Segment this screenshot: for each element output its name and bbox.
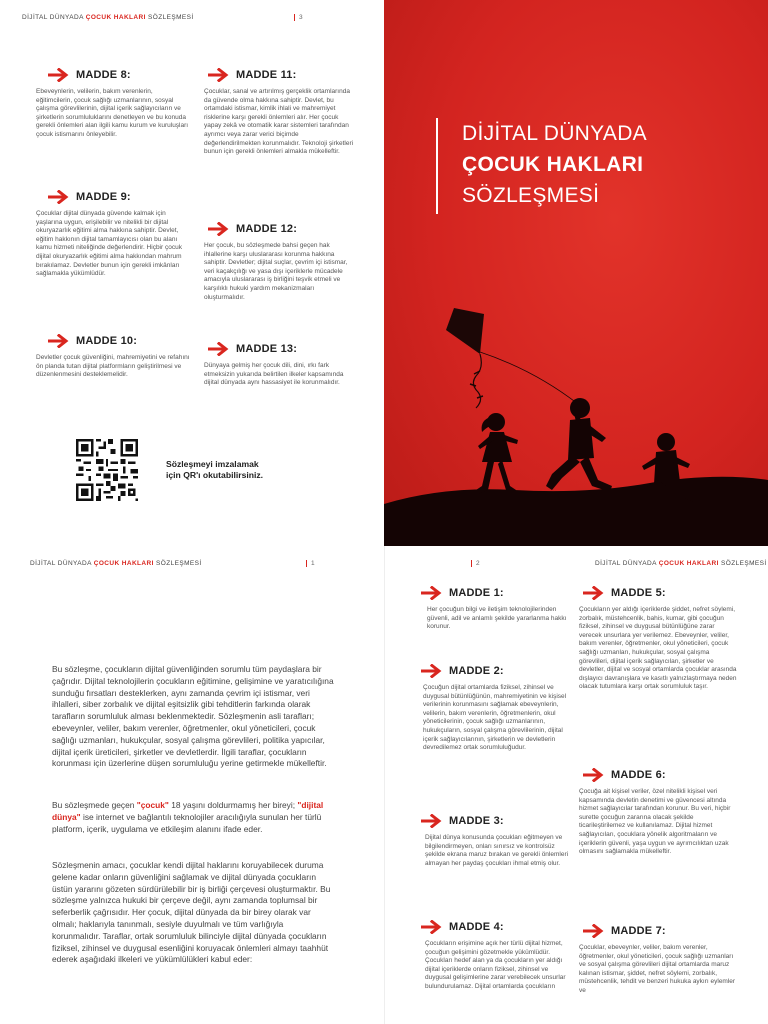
page-1 <box>0 546 384 1024</box>
arrow-right-icon <box>421 586 443 600</box>
article-2 <box>421 662 571 753</box>
kite-silhouette <box>446 308 578 408</box>
arrow-right-icon <box>208 68 230 82</box>
arrow-right-icon <box>48 334 70 348</box>
arrow-right-icon <box>208 342 230 356</box>
article-title: MADDE 11: <box>236 69 297 81</box>
article-title: MADDE 4: <box>449 921 504 933</box>
article-10 <box>36 332 190 380</box>
arrow-right-icon <box>421 664 443 678</box>
article-body: Çocukların erişimine açık her türlü dijital hizmet, çocuğun gelişimini gözetmekle yükümlüdür. Çocukları hedef alan ya da çocukların yer aldığı dijital içeriklerde onların fiziksel, zihinsel ve duygusal gelişimlerine zarar verebilecek unsurlar bulundurulamaz. Dijital ortamlarda çocukların <box>425 940 566 990</box>
running-header: DİJİTAL DÜNYADA ÇOCUK HAKLARI SÖZLEŞMESİ <box>30 560 202 567</box>
cover-title: DİJİTAL DÜNYADA ÇOCUK HAKLARI SÖZLEŞMESİ <box>462 122 647 207</box>
article-4 <box>421 918 571 992</box>
article-title: MADDE 12: <box>236 223 298 235</box>
article-11 <box>204 66 354 157</box>
article-body: Çocuklar dijital dünyada güvende kalmak için yaşlarına uygun, erişilebilir ve nitelikli bir dijital okuryazarlık eğitimi alma hakkına sahiptir. Devlet, eğitim hakkının dijital tamamlayıcısı olan bu alanı kamu hizmeti niteliğinde değerlendirir. Hiçbir çocuk dijital okuryazarlık eğitimi alma hakkından mahrum bırakılamaz. Devletler bunun için gerekli imkânları sağlamakla yükümlüdür. <box>36 210 182 278</box>
intro-paragraph-3: Sözleşmenin amacı, çocuklar kendi dijital haklarını koruyabilecek duruma gelene kadar onların güvenliğini sağlamak ve dijital dünyada çocukların üstün yararını gözeten sürdürülebilir bir iş birliği çerçevesi oluşturmaktır. Bu sözleşme yalnızca hukuki bir çerçeve değil, aynı zamanda toplumsal bir seferberlik çağrısıdır. Her çocuk, dijital dünyada da bir birey olarak var olmalı; haklarıyla tanınmalı, sesiyle duyulmalı ve tüm varlığıyla korunmalıdır. Taraflar, ortak sorumluluk bilinciyle dijital dünyada çocukların fiziksel, zihinsel ve duygusal esenliğini koruyacak önlemleri almayı taahhüt ederek aşağıdaki ilkeleri ve yükümlülükleri kabul eder: <box>52 860 331 965</box>
article-body: Çocukların yer aldığı içeriklerde şiddet, nefret söylemi, zorbalık, müstehcenlik, bahis, kumar, gibi çocuğun fiziksel, zihinsel ve duygusal bütünlüğüne zarar verecek unsurlara yer verilemez. Ebeveynler, veliler, bakım verenler, öğretmenler, okul yöneticileri, çocuk sağlığı uzmanları, hukukçular, sosyal çalışma görevlileri, dijital içerik sağlayıcıları, şirketler ve devletler, dijital ve sosyal ortamlarda çocuklar arasında dışlayıcı davranışlara ve kasıtlı yalnızlaştırmaya neden olacak tutumlara karşı ortak sorumluluk taşır. <box>579 606 737 691</box>
arrow-right-icon <box>583 768 605 782</box>
page-number: 2 <box>471 560 480 567</box>
page-number: 1 <box>306 560 315 567</box>
arrow-right-icon <box>208 222 230 236</box>
intro-paragraph-2: Bu sözleşmede geçen "çocuk" 18 yaşını doldurmamış her bireyi; "dijital dünya" ise internet ve bağlantılı teknolojiler aracılığıyla sunulan her türlü platform, içerik, uygulama ve etkileşim alanını ifade eder. <box>52 800 324 834</box>
article-title: MADDE 2: <box>449 665 504 677</box>
article-13 <box>204 340 354 388</box>
qr-code-icon[interactable] <box>76 439 138 501</box>
article-title: MADDE 9: <box>76 191 131 203</box>
intro-paragraph-1: Bu sözleşme, çocukların dijital güvenliğinden sorumlu tüm paydaşlara bir çağrıdır. Dijital teknolojilerin çocukların eğitimine, gelişimine ve yaratıcılığına sunduğu fırsatları desteklerken, aynı zamanda çevrim içi istismar, veri ihlalleri, siber zorbalık ve dijital eşitsizlik gibi tehditlerin farkında olarak tarafların sorumluluk alması beklenmektedir. Sözleşmenin asli tarafları; ebeveynler, veliler, bakım verenler, öğretmenler, okul yöneticileri, çocuk sağlığı uzmanları, hukukçular, sosyal çalışma görevlileri, politika yapıcılar, dijital içerik üreticileri, şirketler ve devletlerdir. İlgili taraflar, çocukların korunması için üzerlerine düşen sorumluluğu yerine getirmekle mükelleftir. <box>52 664 334 769</box>
article-body: Çocuğun dijital ortamlarda fiziksel, zihinsel ve duygusal bütünlüğünün, mahremiyetinin ve kişisel verilerinin korunmasını sağlamak ebeveynlerin, velilerin, bakım verenlerin, öğretmenlerin, okul yöneticilerinin, çocuk sağlığı uzmanlarının, hukukçuların, sosyal çalışma görevlilerinin, dijital içerik sağlayıcılarının, şirketlerin ve devletlerin devredilemez ortak sorumluluğudur. <box>423 684 567 752</box>
article-body: Dijital dünya konusunda çocukları eğitmeyen ve bilgilendirmeyen, onları sınırsız ve kontrolsüz şekilde ekrana maruz bırakan ve gerekli önlemleri almayan her paydaş çocukları ihmal etmiş olur. <box>425 834 569 867</box>
article-title: MADDE 5: <box>611 587 666 599</box>
article-title: MADDE 6: <box>611 769 666 781</box>
article-3 <box>421 812 571 868</box>
article-8 <box>36 66 190 140</box>
page-number: 3 <box>294 14 303 21</box>
article-title: MADDE 3: <box>449 815 504 827</box>
article-body: Çocuklar, sanal ve artırılmış gerçeklik ortamlarında da güvende olma hakkına sahiptir. Devlet, bu ortamdaki istismar, kimlik ihlali ve mahremiyet risklerine karşı gerekli önlemleri alır. Her çocuk yapay zekâ ve otomatik karar sistemleri tarafından ayrımcı veya zarar verici biçimde değerlendirilmekten korunmalıdır. Teknoloji şirketleri bunun için gerekli önlemleri almakla mükelleftir. <box>204 88 354 156</box>
article-title: MADDE 7: <box>611 925 666 937</box>
arrow-right-icon <box>48 190 70 204</box>
cover-page <box>384 0 768 546</box>
article-body: Her çocuk, bu sözleşmede bahsi geçen hak ihlallerine karşı uluslararası korunma hakkına sahiptir. Devletler; dijital suçlar, çevrim içi istismar, veri kaçakçılığı ve yasa dışı içeriklerle mücadele amacıyla uluslararası iş birliğini teşvik etmeli ve karşılıklı hukuki yardım mekanizmaları oluşturmalıdır. <box>204 242 348 301</box>
article-7 <box>579 922 739 996</box>
arrow-right-icon <box>48 68 70 82</box>
page-2 <box>384 546 768 1024</box>
arrow-right-icon <box>421 920 443 934</box>
article-title: MADDE 10: <box>76 335 138 347</box>
page-3 <box>0 0 384 546</box>
arrow-right-icon <box>421 814 443 828</box>
article-title: MADDE 8: <box>76 69 131 81</box>
article-5 <box>579 584 739 692</box>
running-header: DİJİTAL DÜNYADA ÇOCUK HAKLARI SÖZLEŞMESİ <box>22 14 194 21</box>
article-body: Her çocuğun bilgi ve iletişim teknolojilerinden güvenli, adil ve anlamlı şekilde yararlanma hakkı korunur. <box>427 606 567 631</box>
article-body: Dünyaya gelmiş her çocuk dili, dini, ırkı fark etmeksizin yukarıda belirtilen ilkeler kapsamında dijital dünyada aynı hassasiyet ile korunmalıdır. <box>204 362 344 387</box>
article-9 <box>36 188 190 279</box>
running-header: DİJİTAL DÜNYADA ÇOCUK HAKLARI SÖZLEŞMESİ <box>595 560 767 567</box>
article-12 <box>204 220 354 302</box>
article-body: Devletler çocuk güvenliğini, mahremiyetini ve refahını ön planda tutan dijital platformların geliştirilmesi ve düzenlenmesini desteklemelidir. <box>36 354 190 379</box>
arrow-right-icon <box>583 586 605 600</box>
article-title: MADDE 1: <box>449 587 504 599</box>
qr-instruction: Sözleşmeyi imzalamak için QR'ı okutabilirsiniz. <box>166 459 264 480</box>
article-body: Ebeveynlerin, velilerin, bakım verenlerin, eğitimcilerin, çocuk sağlığı uzmanlarının, sosyal çalışma görevlilerinin, dijital içerik sağlayıcıların ve şirketlerin sorumluluklarını denetleyen ve bu konuda gerekli önlemleri alan ilgili kamu kurum ve kuruluşları çocuk istismarını önleyebilir. <box>36 88 189 138</box>
article-1 <box>421 584 571 632</box>
article-body: Çocuklar, ebeveynler, veliler, bakım verenler, öğretmenler, okul yöneticileri, çocuk sağlığı uzmanları ve sosyal çalışma görevlileri dijital ortamlarda maruz kalınan istismar, şiddet, nefret söylemi, zorbalık, müstehcenlik, tehdit ve benzeri hukuka aykırı eylemler ve <box>579 944 736 994</box>
article-body: Çocuğa ait kişisel veriler, özel nitelikli kişisel veri kapsamında devletin denetimi ve güvencesi altında hizmet sağlayıcılar tarafından korunur. Bu veri, hiçbir surette çocuğun zararına olacak şekilde ticarileştirilemez ve kullanılamaz. Dijital hizmet sağlayıcıları, çocuklara yönelik algoritmaların ve içeriklerin güvenli, yaşa uygun ve ayrımcılıktan uzak olmasını sağlamakla mükelleftir. <box>579 788 731 856</box>
article-title: MADDE 13: <box>236 343 298 355</box>
arrow-right-icon <box>583 924 605 938</box>
kite-children-illustration <box>384 290 768 546</box>
cover-accent-bar <box>436 118 438 214</box>
article-6 <box>579 766 739 857</box>
